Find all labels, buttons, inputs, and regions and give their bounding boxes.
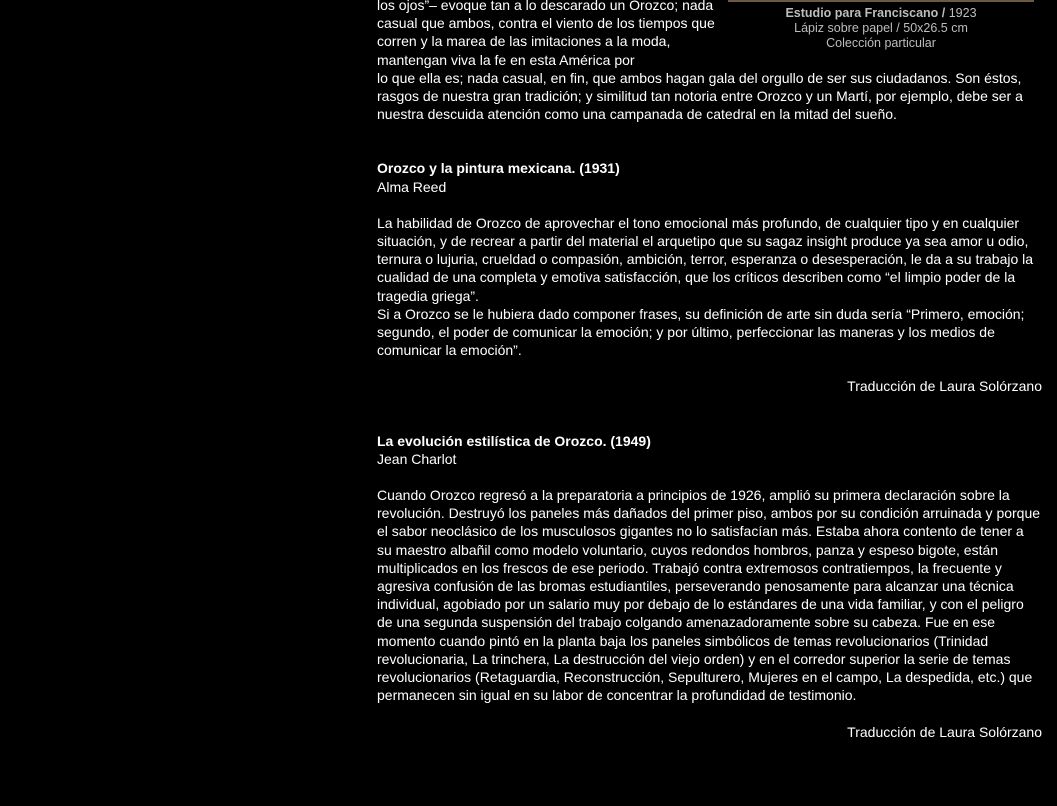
- translation-credit: Traducción de Laura Solórzano: [847, 378, 1042, 395]
- section-jean-charlot: [377, 432, 1042, 741]
- intro-text-wide: lo que ella es; nada casual, en fin, que ambos hagan gala del orgullo de ser sus ciudadanos. Son éstos, rasgos de nuestra gran tradición; y similitud tan notoria entre Orozco y un Martí, por ejemplo, debe ser a nuestra descuida atención como una campanada de catedral en la mitad del sueño.: [377, 69, 1023, 123]
- section-title: Orozco y la pintura mexicana. (1931): [377, 160, 620, 177]
- section-alma-reed: [377, 159, 1042, 395]
- section-author: Alma Reed: [377, 178, 447, 195]
- section-body: [377, 214, 1042, 360]
- figure-collection: Colección particular: [826, 36, 936, 50]
- figure-title: Estudio para Franciscano: [785, 6, 939, 20]
- figure-title-line: Estudio para Franciscano / 1923: [785, 6, 977, 20]
- article-content: [377, 0, 1042, 741]
- section-body: [377, 486, 1042, 704]
- intro-text-narrow: los ojos”– evoque tan a lo descarado un Orozco; nada casual que ambos, contra el viento de los tiempos que corren y la marea de las imitaciones a la moda, mantengan viva la fe en esta América por: [377, 0, 715, 68]
- section-paragraph: Si a Orozco se le hubiera dado componer frases, su definición de arte sin duda sería “Primero, emoción; segundo, el poder de comunicar la emoción; y por último, perfeccionar las maneras y los medios de comunicar la emoción”.: [377, 305, 1025, 359]
- section-title: La evolución estilística de Orozco. (1949): [377, 432, 651, 449]
- figure-year: 1923: [948, 6, 977, 20]
- section-author: Jean Charlot: [377, 450, 457, 467]
- figure-technique: Lápiz sobre papel / 50x26.5 cm: [794, 21, 968, 35]
- translation-credit: Traducción de Laura Solórzano: [847, 723, 1042, 740]
- section-paragraph: Cuando Orozco regresó a la preparatoria a principios de 1926, amplió su primera declaración sobre la revolución. Destruyó los paneles más dañados del primer piso, ambos por su condición arruinada y porque el sabor neoclásico de los musculosos gigantes no lo satisfacían más. Estaba ahora contento de tener a su maestro albañil como modelo voluntario, cuyos redondos hombros, panza y espeso bigote, están multiplicados en los frescos de ese periodo. Trabajó contra extremosos contratiempos, la frecuente y agresiva confusión de las bromas estudiantiles, perseverando penosamente para alcanzar una técnica individual, agobiado por un salario muy por debajo de lo estándares de una vida familiar, y con el peligro de una segunda suspensión del trabajo colgando amenazadoramente sobre su cabeza. Fue en ese momento cuando pintó en la planta baja los paneles simbólicos de temas revolucionarios (Trinidad revolucionaria, La trinchera, La destrucción del viejo orden) y en el corredor superior la serie de temas revolucionarios (Retaguardia, Reconstrucción, Sepulturero, Mujeres en el campo, La despedida, etc.) que permanecen sin igual en su labor de concentrar la profundidad de testimonio.: [377, 487, 1041, 704]
- section-paragraph: La habilidad de Orozco de aprovechar el tono emocional más profundo, de cualquier tipo y en cualquier situación, y de recrear a partir del material el arquetipo que su sagaz insight produce ya sea amor u odio, ternura o lujuria, crueldad o compasión, ambición, terror, esperanza o desesperación, le da a su trabajo la cualidad de una completa y emotiva satisfacción, que los críticos describen como “el limpio poder de la tragedia griega”.: [377, 214, 1034, 304]
